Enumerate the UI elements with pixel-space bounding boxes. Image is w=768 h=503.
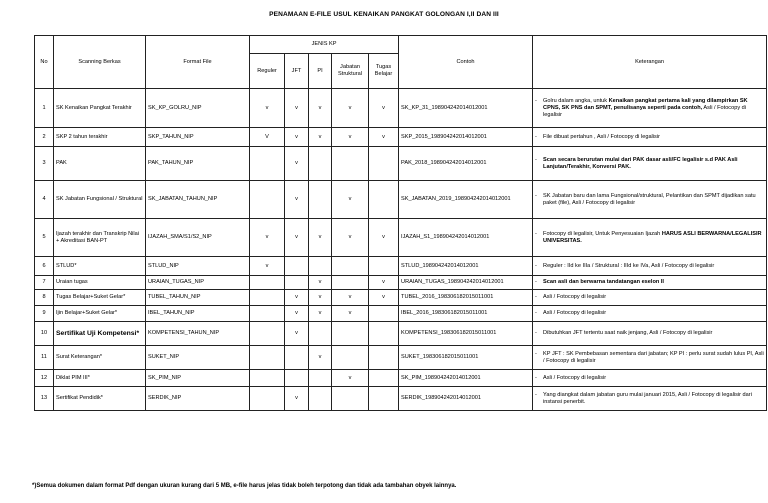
- table-row: [35, 290, 767, 306]
- check-struktural: [332, 322, 369, 346]
- header-reguler: Reguler: [250, 54, 285, 89]
- keterangan-text: [543, 375, 606, 382]
- check-tugas-belajar: [369, 306, 399, 322]
- table-row: [35, 89, 767, 128]
- keterangan-bold: Scan asli dan berwarna tandatangan eselon II: [543, 279, 664, 285]
- format-file-cell: SKP_TAHUN_NIP: [146, 128, 250, 147]
- table-row: [35, 322, 767, 346]
- check-struktural: v: [332, 306, 369, 322]
- row-number: 6: [35, 257, 54, 276]
- table-row: [35, 306, 767, 322]
- scanning-berkas-cell: [54, 322, 146, 346]
- check-reguler: [250, 276, 285, 290]
- check-pi: v: [309, 290, 332, 306]
- row-number: 13: [35, 387, 54, 411]
- check-tugas-belajar: [369, 257, 399, 276]
- check-reguler: [250, 322, 285, 346]
- header-tugas-belajar: Tugas Belajar: [369, 54, 399, 89]
- check-jft: v: [285, 128, 309, 147]
- scanning-berkas-cell: Ijin Belajar+Suket Gelar*: [54, 306, 146, 322]
- contoh-cell: SERDIK_198904242014012001: [399, 387, 533, 411]
- header-keterangan: Keterangan: [533, 36, 767, 89]
- keterangan-plain: KP JFT : SK Pembebasan sementara dari jabatan; KP PI : perlu surat sudah lulus PI, Asli / Fotocopy di legalisir: [543, 350, 764, 364]
- keterangan-plain: File dibuat pertahun , Asli / Fotocopy di legalisir: [543, 133, 660, 140]
- table-row: [35, 276, 767, 290]
- keterangan-cell: [533, 89, 767, 128]
- bullet-dash: -: [535, 374, 537, 381]
- scanning-berkas-cell: Tugas Belajar+Suket Gelar*: [54, 290, 146, 306]
- keterangan-plain: SK Jabatan baru dan lama Fungsional/struktural, Pelantikan dan SPMT dijadikan satu paket (file), Asli / Fotocopy di legalisir: [543, 192, 756, 206]
- scanning-berkas-cell: Ijazah terakhir dan Transkrip Nilai + Akreditasi BAN-PT: [54, 219, 146, 257]
- check-tugas-belajar: [369, 147, 399, 181]
- contoh-cell: URAIAN_TUGAS_198904242014012001: [399, 276, 533, 290]
- header-jabatan-struktural: Jabatan Struktural: [332, 54, 369, 89]
- row-number: 2: [35, 128, 54, 147]
- scanning-berkas-cell: Diklat PIM III*: [54, 370, 146, 387]
- keterangan-text: [543, 193, 764, 207]
- contoh-cell: IJAZAH_S1_198904242014012001: [399, 219, 533, 257]
- contoh-cell: SK_PIM_198904242014012001: [399, 370, 533, 387]
- bullet-dash: -: [535, 310, 537, 316]
- format-file-cell: IBEL_TAHUN_NIP: [146, 306, 250, 322]
- check-struktural: v: [332, 181, 369, 219]
- contoh-cell: SKP_2015_198904242014012001: [399, 128, 533, 147]
- row-number: 12: [35, 370, 54, 387]
- keterangan-plain: Asli / Fotocopy di legalisir: [543, 294, 607, 300]
- bullet-dash: -: [535, 97, 537, 104]
- table-row: [35, 181, 767, 219]
- check-pi: v: [309, 346, 332, 370]
- check-reguler: v: [250, 257, 285, 276]
- scanning-berkas-cell: SK Jabatan Fungsional / Struktural: [54, 181, 146, 219]
- keterangan-cell: [533, 276, 767, 290]
- check-reguler: [250, 306, 285, 322]
- table-row: [35, 128, 767, 147]
- keterangan-text: [543, 392, 764, 406]
- table-row: [35, 387, 767, 411]
- format-file-cell: STLUD_NIP: [146, 257, 250, 276]
- bullet-dash: -: [535, 350, 537, 357]
- header-format-file: Format File: [146, 36, 250, 89]
- scanning-berkas-cell: Uraian tugas: [54, 276, 146, 290]
- keterangan-text: [543, 310, 606, 317]
- keterangan-text: [543, 134, 660, 141]
- check-tugas-belajar: v: [369, 89, 399, 128]
- contoh-cell: TUBEL_2016_198306182015011001: [399, 290, 533, 306]
- keterangan-plain: Asli / Fotocopy di legalisir: [543, 374, 607, 381]
- bullet-dash: -: [535, 230, 537, 237]
- bullet-dash: -: [535, 192, 537, 199]
- contoh-cell: SUKET_198306182015011001: [399, 346, 533, 370]
- check-struktural: [332, 257, 369, 276]
- check-pi: v: [309, 276, 332, 290]
- check-tugas-belajar: [369, 181, 399, 219]
- format-file-cell: SUKET_NIP: [146, 346, 250, 370]
- contoh-cell: STLUD_198904242014012001: [399, 257, 533, 276]
- keterangan-text: [543, 351, 764, 365]
- row-number: 1: [35, 89, 54, 128]
- footnote: *)Semua dokumen dalam format Pdf dengan ukuran kurang dari 5 MB, e-file harus jelas tidak boleh terpotong dan tidak ada tambahan obyek lainnya.: [32, 483, 457, 489]
- table-row: [35, 257, 767, 276]
- format-file-cell: TUBEL_TAHUN_NIP: [146, 290, 250, 306]
- check-pi: v: [309, 306, 332, 322]
- keterangan-bold: Kenaikan pangkat pertama kali yang dilampirkan SK CPNS, SK PNS dan SPMT, penulisanya seperti pada contoh,: [543, 97, 748, 111]
- keterangan-text: [543, 98, 764, 119]
- row-number: 8: [35, 290, 54, 306]
- contoh-cell: PAK_2018_198904242014012001: [399, 147, 533, 181]
- keterangan-plain: Yang diangkat dalam jabatan guru mulai januari 2015, Asli / Fotocopy di legalisir dari instansi penerbit.: [543, 391, 752, 405]
- keterangan-cell: [533, 181, 767, 219]
- keterangan-plain: Reguler : IId ke IIIa / Struktural : IIId ke IVa, Asli / Fotocopy di legalisir: [543, 262, 715, 269]
- keterangan-cell: [533, 370, 767, 387]
- format-file-cell: KOMPETENSI_TAHUN_NIP: [146, 322, 250, 346]
- scanning-berkas-cell: SK Kenaikan Pangkat Terakhir: [54, 89, 146, 128]
- keterangan-cell: [533, 387, 767, 411]
- check-jft: [285, 346, 309, 370]
- check-struktural: v: [332, 128, 369, 147]
- check-tugas-belajar: v: [369, 219, 399, 257]
- header-jenis-kp: JENIS KP: [250, 36, 399, 54]
- header-scanning-berkas: Scanning Berkas: [54, 36, 146, 89]
- scanning-berkas-cell: PAK: [54, 147, 146, 181]
- check-reguler: V: [250, 128, 285, 147]
- table-row: [35, 219, 767, 257]
- keterangan-cell: [533, 219, 767, 257]
- row-number: 5: [35, 219, 54, 257]
- keterangan-plain: Asli / Fotocopy di legalisir: [543, 310, 607, 316]
- header-contoh: Contoh: [399, 36, 533, 89]
- row-number: 7: [35, 276, 54, 290]
- check-pi: [309, 147, 332, 181]
- check-struktural: [332, 276, 369, 290]
- contoh-cell: IBEL_2016_198306182015011001: [399, 306, 533, 322]
- check-jft: v: [285, 89, 309, 128]
- check-tugas-belajar: [369, 322, 399, 346]
- check-pi: v: [309, 219, 332, 257]
- check-jft: v: [285, 322, 309, 346]
- keterangan-text: [543, 263, 714, 270]
- header-pi: PI: [309, 54, 332, 89]
- bullet-dash: -: [535, 391, 537, 398]
- check-jft: v: [285, 306, 309, 322]
- check-tugas-belajar: [369, 387, 399, 411]
- check-jft: v: [285, 387, 309, 411]
- check-tugas-belajar: v: [369, 276, 399, 290]
- check-pi: [309, 370, 332, 387]
- keterangan-cell: [533, 322, 767, 346]
- check-pi: [309, 257, 332, 276]
- keterangan-tail: Asli / Fotocopy di legalisir: [543, 104, 747, 118]
- check-jft: v: [285, 147, 309, 181]
- check-struktural: [332, 346, 369, 370]
- scanning-berkas-cell: SKP 2 tahun terakhir: [54, 128, 146, 147]
- table-row: [35, 147, 767, 181]
- check-tugas-belajar: v: [369, 128, 399, 147]
- check-pi: v: [309, 128, 332, 147]
- contoh-cell: SK_KP_31_198904242014012001: [399, 89, 533, 128]
- scanning-berkas-cell: STLUD*: [54, 257, 146, 276]
- row-number: 9: [35, 306, 54, 322]
- check-tugas-belajar: [369, 370, 399, 387]
- efile-table: [34, 35, 767, 411]
- check-reguler: [250, 147, 285, 181]
- format-file-cell: IJAZAH_SMA/S1/S2_NIP: [146, 219, 250, 257]
- bullet-dash: -: [535, 133, 537, 140]
- check-pi: v: [309, 89, 332, 128]
- format-file-cell: URAIAN_TUGAS_NIP: [146, 276, 250, 290]
- keterangan-text: [543, 294, 606, 301]
- check-jft: [285, 257, 309, 276]
- keterangan-bold: HARUS ASLI BERWARNA/LEGALISIR UNIVERSITAS.: [543, 230, 762, 244]
- keterangan-text: [543, 330, 712, 337]
- format-file-cell: SK_JABATAN_TAHUN_NIP: [146, 181, 250, 219]
- bullet-dash: -: [535, 262, 537, 269]
- check-reguler: v: [250, 89, 285, 128]
- format-file-cell: SK_KP_GOLRU_NIP: [146, 89, 250, 128]
- check-reguler: [250, 387, 285, 411]
- scanning-berkas-cell: Surat Keterangan*: [54, 346, 146, 370]
- check-pi: [309, 181, 332, 219]
- check-jft: [285, 276, 309, 290]
- bullet-dash: -: [535, 330, 537, 336]
- check-reguler: [250, 290, 285, 306]
- row-number: 4: [35, 181, 54, 219]
- check-jft: v: [285, 219, 309, 257]
- header-no: No: [35, 36, 54, 89]
- check-reguler: [250, 181, 285, 219]
- check-jft: v: [285, 290, 309, 306]
- bullet-dash: -: [535, 156, 537, 163]
- check-jft: [285, 370, 309, 387]
- row-number: 11: [35, 346, 54, 370]
- keterangan-plain: Fotocopy di legalisir, Untuk Penyesuaian Ijazah: [543, 230, 662, 237]
- row-number: 10: [35, 322, 54, 346]
- page-title: PENAMAAN E-FILE USUL KENAIKAN PANGKAT GOLONGAN I,II DAN III: [269, 11, 499, 18]
- check-reguler: [250, 370, 285, 387]
- keterangan-cell: [533, 128, 767, 147]
- keterangan-cell: [533, 290, 767, 306]
- check-jft: v: [285, 181, 309, 219]
- contoh-cell: KOMPETENSI_198306182015011001: [399, 322, 533, 346]
- contoh-cell: SK_JABATAN_2019_198904242014012001: [399, 181, 533, 219]
- keterangan-plain: Dibutuhkan JFT tertentu saat naik jenjang, Asli / Fotocopy di legalisir: [543, 330, 713, 336]
- keterangan-cell: [533, 346, 767, 370]
- check-struktural: v: [332, 89, 369, 128]
- table-row: [35, 370, 767, 387]
- keterangan-cell: [533, 257, 767, 276]
- check-tugas-belajar: [369, 346, 399, 370]
- bullet-dash: -: [535, 294, 537, 300]
- check-struktural: v: [332, 290, 369, 306]
- check-struktural: [332, 147, 369, 181]
- check-pi: [309, 387, 332, 411]
- bullet-dash: -: [535, 279, 537, 285]
- table-row: [35, 346, 767, 370]
- check-reguler: v: [250, 219, 285, 257]
- keterangan-cell: [533, 147, 767, 181]
- check-reguler: [250, 346, 285, 370]
- check-pi: [309, 322, 332, 346]
- check-tugas-belajar: v: [369, 290, 399, 306]
- format-file-cell: PAK_TAHUN_NIP: [146, 147, 250, 181]
- keterangan-text: [543, 231, 764, 245]
- keterangan-text: [543, 279, 664, 286]
- format-file-cell: SERDIK_NIP: [146, 387, 250, 411]
- keterangan-cell: [533, 306, 767, 322]
- header-jft: JFT: [285, 54, 309, 89]
- scanning-berkas-label: Sertifikat Uji Kompetensi*: [56, 329, 140, 337]
- row-number: 3: [35, 147, 54, 181]
- scanning-berkas-cell: Sertifikat Pendidik*: [54, 387, 146, 411]
- format-file-cell: SK_PIM_NIP: [146, 370, 250, 387]
- check-struktural: v: [332, 219, 369, 257]
- keterangan-plain: Golru dalam angka, untuk: [543, 97, 609, 104]
- check-struktural: v: [332, 370, 369, 387]
- keterangan-text: [543, 157, 764, 171]
- check-struktural: [332, 387, 369, 411]
- keterangan-bold: Scan secara berurutan mulai dari PAK dasar asli/FC legalisir s.d PAK Asli Lanjutan/Terakhir, Konversi PAK.: [543, 156, 738, 170]
